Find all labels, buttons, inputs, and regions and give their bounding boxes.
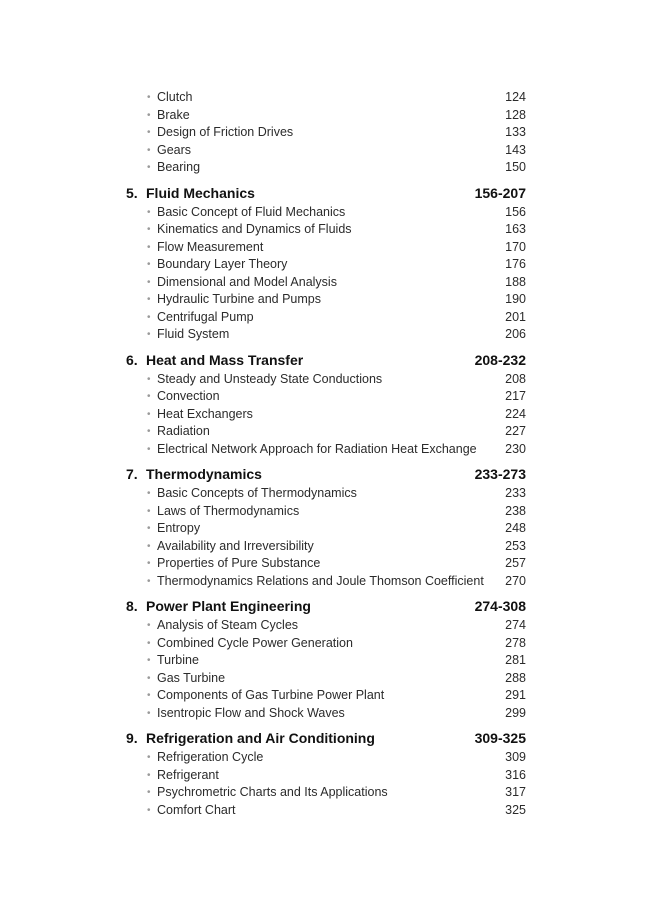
bullet-icon: •	[147, 162, 151, 173]
entry-title: Flow Measurement	[157, 239, 264, 254]
entry-page-number: 143	[505, 142, 526, 157]
entry-page-number: 170	[505, 239, 526, 254]
toc-entry	[126, 503, 526, 521]
chapter-page-range: 208-232	[474, 351, 526, 368]
chapter-number: 9.	[126, 730, 138, 746]
bullet-icon: •	[147, 707, 151, 719]
chapter-title: Fluid Mechanics	[146, 184, 255, 201]
entry-page-number: 150	[505, 160, 526, 174]
chapter-block	[126, 596, 526, 722]
toc-entry	[126, 159, 526, 177]
bullet-icon: •	[147, 540, 151, 552]
chapter-title: Power Plant Engineering	[146, 598, 311, 614]
bullet-icon: •	[147, 655, 151, 666]
toc-entry	[126, 274, 526, 292]
toc-entry	[126, 124, 526, 142]
toc-entry	[126, 256, 526, 274]
toc-entry	[126, 635, 526, 653]
toc-entry	[126, 309, 526, 327]
bullet-icon: •	[147, 505, 151, 517]
bullet-icon: •	[147, 109, 151, 121]
toc-entry	[126, 802, 526, 820]
bullet-icon: •	[147, 224, 151, 235]
entry-page-number: 208	[505, 371, 526, 386]
chapter-heading-left	[126, 596, 311, 617]
bullet-icon: •	[147, 241, 151, 253]
entry-title: Boundary Layer Theory	[157, 257, 288, 271]
entry-title: Electrical Network Approach for Radiation Heat Exchange	[157, 441, 477, 456]
chapter-page-range: 156-207	[474, 184, 526, 201]
entry-page-number: 188	[505, 274, 526, 289]
toc-entry	[126, 89, 526, 107]
chapter-number: 6.	[126, 351, 138, 368]
entry-page-number: 257	[505, 556, 526, 570]
toc-entry	[126, 784, 526, 802]
entry-title: Bearing	[157, 160, 201, 174]
entry-title: Thermodynamics Relations and Joule Thomson Coefficient	[157, 573, 484, 588]
entry-page-number: 325	[505, 802, 526, 817]
entry-page-number: 309	[505, 750, 526, 764]
bullet-icon: •	[147, 311, 151, 323]
toc-entry	[126, 291, 526, 309]
toc-entry	[126, 555, 526, 573]
entry-page-number: 238	[505, 503, 526, 518]
entry-page-number: 201	[505, 309, 526, 324]
toc-entry	[126, 388, 526, 406]
bullet-icon: •	[147, 276, 151, 288]
entry-title: Properties of Pure Substance	[157, 556, 321, 570]
entry-page-number: 227	[505, 424, 526, 438]
entry-page-number: 233	[505, 486, 526, 500]
entry-page-number: 281	[505, 653, 526, 667]
entry-page-number: 230	[505, 441, 526, 456]
entry-title: Turbine	[157, 653, 199, 667]
entry-title: Hydraulic Turbine and Pumps	[157, 292, 321, 306]
toc-entry	[126, 441, 526, 459]
continued-section	[126, 89, 526, 177]
entry-title: Entropy	[157, 521, 201, 535]
toc-entry	[126, 142, 526, 160]
entry-title: Dimensional and Model Analysis	[157, 274, 337, 289]
chapter-title: Heat and Mass Transfer	[146, 351, 304, 368]
bullet-icon: •	[147, 408, 151, 420]
entry-title: Isentropic Flow and Shock Waves	[157, 705, 345, 720]
entry-page-number: 278	[505, 635, 526, 650]
entry-title: Brake	[157, 107, 190, 122]
chapter-heading	[126, 350, 526, 371]
bullet-icon: •	[147, 294, 151, 305]
chapter-number: 7.	[126, 466, 138, 482]
toc-entry	[126, 617, 526, 635]
entry-page-number: 128	[505, 107, 526, 122]
bullet-icon: •	[147, 259, 151, 270]
toc-entry	[126, 107, 526, 125]
chapter-heading-left	[126, 350, 303, 371]
chapter-block	[126, 464, 526, 590]
chapter-heading	[126, 183, 526, 204]
toc-entry	[126, 520, 526, 538]
chapter-number: 8.	[126, 598, 138, 614]
toc-entry	[126, 204, 526, 222]
entry-page-number: 316	[505, 767, 526, 782]
entry-title: Radiation	[157, 424, 210, 438]
toc-entry	[126, 767, 526, 785]
entry-title: Laws of Thermodynamics	[157, 503, 300, 518]
entry-page-number: 176	[505, 257, 526, 271]
entry-title: Gas Turbine	[157, 670, 226, 685]
toc-entry	[126, 538, 526, 556]
entry-page-number: 133	[505, 125, 526, 139]
entry-page-number: 163	[505, 222, 526, 236]
entry-page-number: 288	[505, 670, 526, 685]
bullet-icon: •	[147, 787, 151, 798]
entry-page-number: 317	[505, 785, 526, 799]
entry-page-number: 224	[505, 406, 526, 421]
toc-entry	[126, 652, 526, 670]
bullet-icon: •	[147, 637, 151, 649]
bullet-icon: •	[147, 488, 151, 499]
entry-title: Fluid System	[157, 327, 230, 341]
table-of-contents	[126, 89, 526, 819]
entry-title: Convection	[157, 389, 220, 403]
chapter-page-range: 233-273	[474, 466, 526, 482]
bullet-icon: •	[147, 206, 151, 218]
chapter-heading-left	[126, 728, 375, 749]
entry-page-number: 291	[505, 688, 526, 702]
bullet-icon: •	[147, 127, 151, 138]
chapter-page-range: 309-325	[474, 730, 526, 746]
entry-title: Comfort Chart	[157, 802, 236, 817]
bullet-icon: •	[147, 373, 151, 385]
entry-title: Clutch	[157, 90, 193, 104]
bullet-icon: •	[147, 690, 151, 701]
toc-entry	[126, 705, 526, 723]
chapter-title: Thermodynamics	[146, 466, 262, 482]
entry-title: Steady and Unsteady State Conductions	[157, 371, 383, 386]
entry-title: Psychrometric Charts and Its Applications	[157, 785, 388, 799]
toc-entry	[126, 221, 526, 239]
entry-page-number: 156	[505, 204, 526, 219]
bullet-icon: •	[147, 426, 151, 437]
chapter-block	[126, 183, 526, 344]
chapter-block	[126, 728, 526, 819]
chapter-heading-left	[126, 464, 262, 485]
entry-page-number: 253	[505, 538, 526, 553]
entry-title: Combined Cycle Power Generation	[157, 635, 353, 650]
toc-entry	[126, 423, 526, 441]
chapter-list	[126, 183, 526, 820]
entry-title: Basic Concept of Fluid Mechanics	[157, 204, 346, 219]
entry-title: Kinematics and Dynamics of Fluids	[157, 222, 352, 236]
bullet-icon: •	[147, 672, 151, 684]
bullet-icon: •	[147, 144, 151, 156]
entry-title: Availability and Irreversibility	[157, 538, 314, 553]
bullet-icon: •	[147, 620, 151, 631]
chapter-title: Refrigeration and Air Conditioning	[146, 730, 375, 746]
entry-title: Heat Exchangers	[157, 406, 253, 421]
chapter-heading	[126, 596, 526, 617]
entry-title: Gears	[157, 142, 192, 157]
toc-entry	[126, 749, 526, 767]
bullet-icon: •	[147, 329, 151, 340]
chapter-block	[126, 350, 526, 459]
entry-title: Basic Concepts of Thermodynamics	[157, 486, 357, 500]
entry-page-number: 274	[505, 618, 526, 632]
entry-page-number: 124	[505, 90, 526, 104]
bullet-icon: •	[147, 443, 151, 455]
chapter-heading	[126, 728, 526, 749]
bullet-icon: •	[147, 92, 151, 103]
bullet-icon: •	[147, 575, 151, 587]
entry-title: Analysis of Steam Cycles	[157, 618, 299, 632]
toc-entry	[126, 485, 526, 503]
toc-entry	[126, 406, 526, 424]
toc-entry	[126, 573, 526, 591]
toc-entry	[126, 371, 526, 389]
entry-title: Design of Friction Drives	[157, 125, 294, 139]
toc-entry	[126, 326, 526, 344]
entry-page-number: 248	[505, 521, 526, 535]
toc-entry	[126, 670, 526, 688]
entry-page-number: 217	[505, 389, 526, 403]
bullet-icon: •	[147, 391, 151, 402]
entry-page-number: 190	[505, 292, 526, 306]
chapter-heading-left	[126, 183, 255, 204]
entry-page-number: 270	[505, 573, 526, 588]
entry-title: Refrigerant	[157, 767, 219, 782]
bullet-icon: •	[147, 523, 151, 534]
entry-title: Centrifugal Pump	[157, 309, 254, 324]
bullet-icon: •	[147, 769, 151, 781]
chapter-heading	[126, 464, 526, 485]
entry-page-number: 299	[505, 705, 526, 720]
toc-entry	[126, 687, 526, 705]
bullet-icon: •	[147, 752, 151, 763]
entry-title: Components of Gas Turbine Power Plant	[157, 688, 385, 702]
chapter-page-range: 274-308	[474, 598, 526, 614]
entry-title: Refrigeration Cycle	[157, 750, 264, 764]
toc-entry	[126, 239, 526, 257]
chapter-number: 5.	[126, 184, 138, 201]
entry-page-number: 206	[505, 327, 526, 341]
bullet-icon: •	[147, 804, 151, 816]
bullet-icon: •	[147, 558, 151, 569]
